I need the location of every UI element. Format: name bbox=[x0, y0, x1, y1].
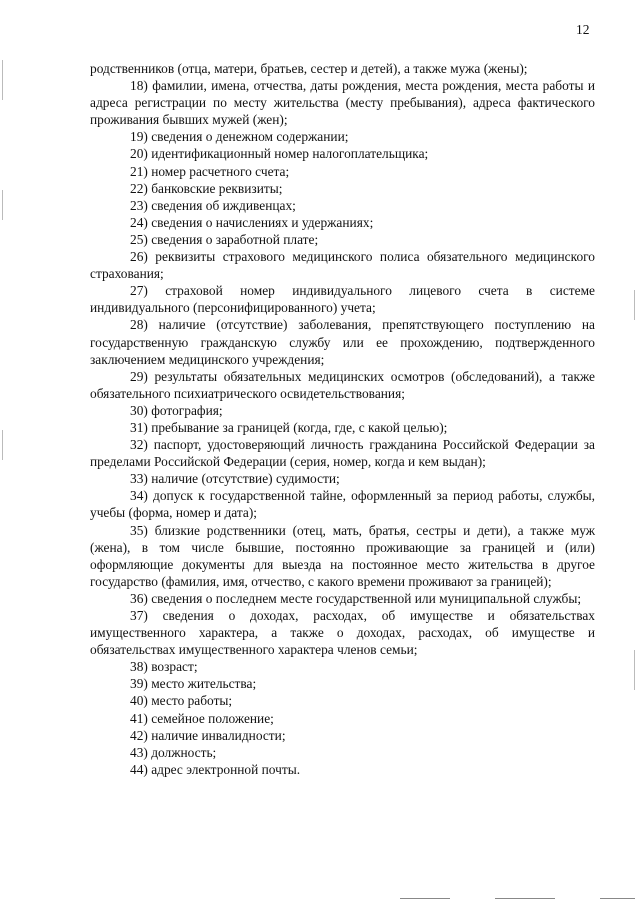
scan-edge-mark bbox=[634, 290, 635, 320]
page-number: 12 bbox=[576, 22, 590, 37]
list-item-31: 31) пребывание за границей (когда, где, с какой целью); bbox=[130, 419, 448, 435]
list-item-22: 22) банковские реквизиты; bbox=[130, 180, 283, 196]
list-item-43: 43) должность; bbox=[130, 744, 217, 760]
list-item-29: 29) результаты обязательных медицинских осмотров (обследований), а также обязательного психиатрического освидетельствования; bbox=[90, 368, 595, 401]
list-item-36: 36) сведения о последнем месте государственной или муниципальной службы; bbox=[130, 590, 582, 606]
list-item-28: 28) наличие (отсутствие) заболевания, препятствующего поступлению на государственную гражданскую службу или ее прохождению, подтвержденного заключением медицинского учреждения; bbox=[90, 317, 595, 367]
scan-edge-mark bbox=[2, 190, 3, 220]
paragraph-continuation: родственников (отца, матери, братьев, сестер и детей), а также мужа (жены); bbox=[90, 61, 528, 76]
list-item-19: 19) сведения о денежном содержании; bbox=[130, 129, 349, 145]
document-body bbox=[90, 60, 595, 778]
list-item-42: 42) наличие инвалидности; bbox=[130, 727, 286, 743]
list-item-20: 20) идентификационный номер налогоплательщика; bbox=[130, 146, 429, 162]
list-item-32: 32) паспорт, удостоверяющий личность гражданина Российской Федерации за пределами Российской Федерации (серия, номер, когда и кем выдан); bbox=[90, 437, 595, 470]
scan-bottom-rule bbox=[600, 898, 635, 899]
list-item-44: 44) адрес электронной почты. bbox=[130, 761, 301, 777]
list-item-24: 24) сведения о начислениях и удержаниях; bbox=[130, 214, 374, 230]
scan-bottom-rule bbox=[400, 898, 450, 899]
list-item-35: 35) близкие родственники (отец, мать, братья, сестры и дети), а также муж (жена), в том числе бывшие, постоянно проживающие за границей и (или) оформляющие документы для выезда на постоянное место жительства в другое государство (фамилия, имя, отчество, с какого времени проживают за границей); bbox=[90, 522, 595, 589]
scan-edge-mark bbox=[2, 60, 3, 100]
list-item-33: 33) наличие (отсутствие) судимости; bbox=[130, 471, 340, 487]
scan-bottom-rule bbox=[495, 898, 555, 899]
list-item-23: 23) сведения об иждивенцах; bbox=[130, 197, 296, 213]
list-item-37: 37) сведения о доходах, расходах, об имуществе и обязательствах имущественного характера, а также о доходах, расходах, об имуществе и обязательствах имущественного характера членов семьи; bbox=[90, 608, 595, 658]
list-item-34: 34) допуск к государственной тайне, оформленный за период работы, службы, учебы (форма, номер и дата); bbox=[90, 488, 595, 521]
list-item-21: 21) номер расчетного счета; bbox=[130, 163, 290, 179]
scan-edge-mark bbox=[2, 430, 3, 460]
list-item-39: 39) место жительства; bbox=[130, 676, 257, 692]
scan-edge-mark bbox=[634, 650, 635, 690]
list-item-38: 38) возраст; bbox=[130, 659, 198, 675]
list-item-30: 30) фотография; bbox=[130, 402, 223, 418]
list-item-26: 26) реквизиты страхового медицинского полиса обязательного медицинского страхования; bbox=[90, 249, 595, 282]
list-item-40: 40) место работы; bbox=[130, 693, 233, 709]
list-item-25: 25) сведения о заработной плате; bbox=[130, 231, 319, 247]
list-item-18: 18) фамилии, имена, отчества, даты рождения, места рождения, места работы и адреса регистрации по месту жительства (месту пребывания), адреса фактического проживания бывших мужей (жен); bbox=[90, 78, 595, 128]
list-item-27: 27) страховой номер индивидуального лицевого счета в системе индивидуального (персонифицированного) учета; bbox=[90, 283, 595, 316]
list-item-41: 41) семейное положение; bbox=[130, 710, 274, 726]
